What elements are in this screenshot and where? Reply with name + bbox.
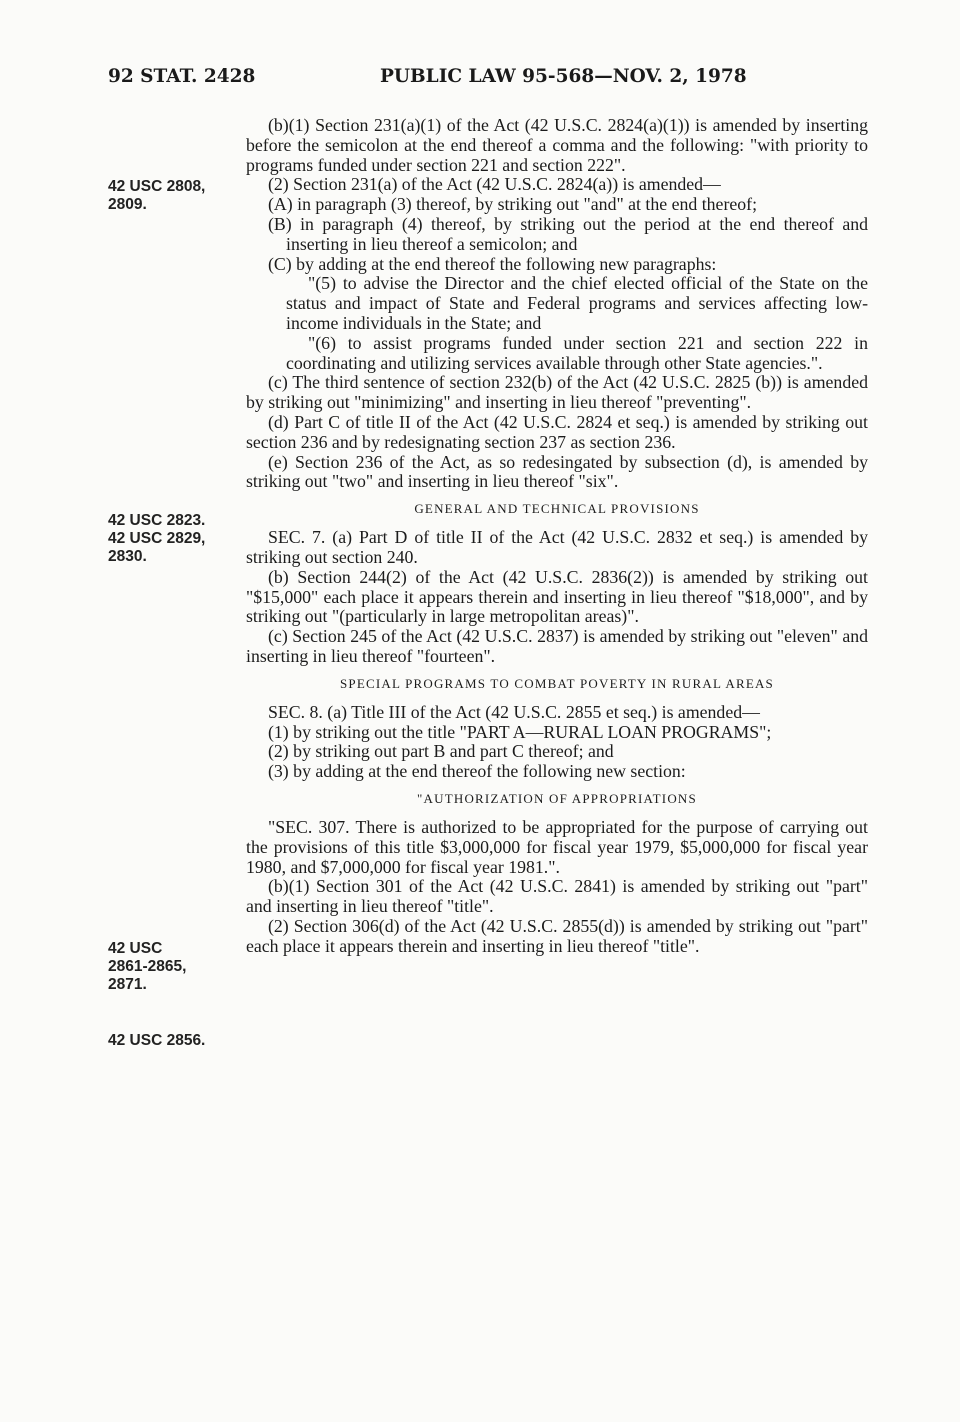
margin-citation: 42 USC 2856.	[108, 1032, 206, 1049]
running-head	[108, 66, 868, 90]
section-heading: GENERAL AND TECHNICAL PROVISIONS	[414, 501, 700, 517]
margin-citation: 42 USC 2861-2865, 2871.	[108, 940, 187, 993]
page-number: 92 STAT. 2428	[108, 66, 256, 87]
paragraph: (b)(1) Section 301 of the Act (42 U.S.C. 2841) is amended by striking out "part" and inserting in lieu thereof "title".	[246, 876, 868, 917]
paragraph: (B) in paragraph (4) thereof, by striking out the period at the end thereof and inserting in lieu thereof a semicolon; and	[268, 213, 868, 254]
paragraph: (2) by striking out part B and part C thereof; and	[268, 741, 614, 762]
section-6-continued	[246, 116, 868, 956]
margin-citation: 42 USC 2808, 2809.	[108, 178, 206, 213]
paragraph: (b) Section 244(2) of the Act (42 U.S.C. 2836(2)) is amended by striking out "$15,000" each place it appears therein and inserting in lieu thereof "$18,000", and by striking out "(particularly in large metropolitan areas)".	[246, 566, 868, 627]
paragraph: (2) Section 231(a) of the Act (42 U.S.C. 2824(a)) is amended—	[268, 174, 721, 195]
paragraph: (1) by striking out the title "PART A—RURAL LOAN PROGRAMS";	[268, 721, 772, 742]
paragraph: SEC. 8. (a) Title III of the Act (42 U.S.C. 2855 et seq.) is amended—	[268, 701, 760, 722]
margin-citation: 42 USC 2823.	[108, 512, 206, 529]
paragraph: (c) Section 245 of the Act (42 U.S.C. 2837) is amended by striking out "eleven" and inserting in lieu thereof "fourteen".	[246, 626, 868, 666]
paragraph: (b)(1) Section 231(a)(1) of the Act (42 U.S.C. 2824(a)(1)) is amended by inserting before the semicolon at the end thereof a comma and the following: "with priority to programs funded under section 221 and section 222".	[246, 115, 868, 175]
paragraph: (e) Section 236 of the Act, as so redesingated by subsection (d), is amended by striking out "two" and inserting in lieu thereof "six".	[246, 451, 868, 492]
margin-citation: 42 USC 2829, 2830.	[108, 530, 206, 565]
paragraph: "SEC. 307. There is authorized to be appropriated for the purpose of carrying out the provisions of this title $3,000,000 for fiscal year 1979, $5,000,000 for fiscal year 1980, and $7,000,000 for fiscal year 1981.".	[246, 816, 868, 877]
paragraph: (2) Section 306(d) of the Act (42 U.S.C. 2855(d)) is amended by striking out "part" each place it appears therein and inserting in lieu thereof "title".	[246, 915, 868, 956]
paragraph: (3) by adding at the end thereof the following new section:	[268, 761, 686, 782]
paragraph: "(5) to advise the Director and the chief elected official of the State on the status and impact of State and Federal programs and services affecting low-income individuals in the State; and	[286, 273, 868, 333]
paragraph: (d) Part C of title II of the Act (42 U.S.C. 2824 et seq.) is amended by striking out section 236 and by redesignating section 237 as section 236.	[246, 411, 868, 452]
paragraph: (A) in paragraph (3) thereof, by striking out "and" at the end thereof;	[268, 194, 758, 215]
law-title: PUBLIC LAW 95-568—NOV. 2, 1978	[380, 66, 747, 87]
paragraph: (C) by adding at the end thereof the following new paragraphs:	[268, 253, 717, 274]
paragraph: (c) The third sentence of section 232(b) of the Act (42 U.S.C. 2825 (b)) is amended by striking out "minimizing" and inserting in lieu thereof "preventing".	[246, 372, 868, 413]
paragraph: SEC. 7. (a) Part D of title II of the Act (42 U.S.C. 2832 et seq.) is amended by striking out section 240.	[246, 527, 868, 567]
paragraph: "(6) to assist programs funded under section 221 and section 222 in coordinating and utilizing services available through other State agencies.".	[286, 332, 868, 373]
section-heading: "AUTHORIZATION OF APPROPRIATIONS	[417, 790, 697, 806]
section-heading: SPECIAL PROGRAMS TO COMBAT POVERTY IN RURAL AREAS	[339, 675, 774, 691]
